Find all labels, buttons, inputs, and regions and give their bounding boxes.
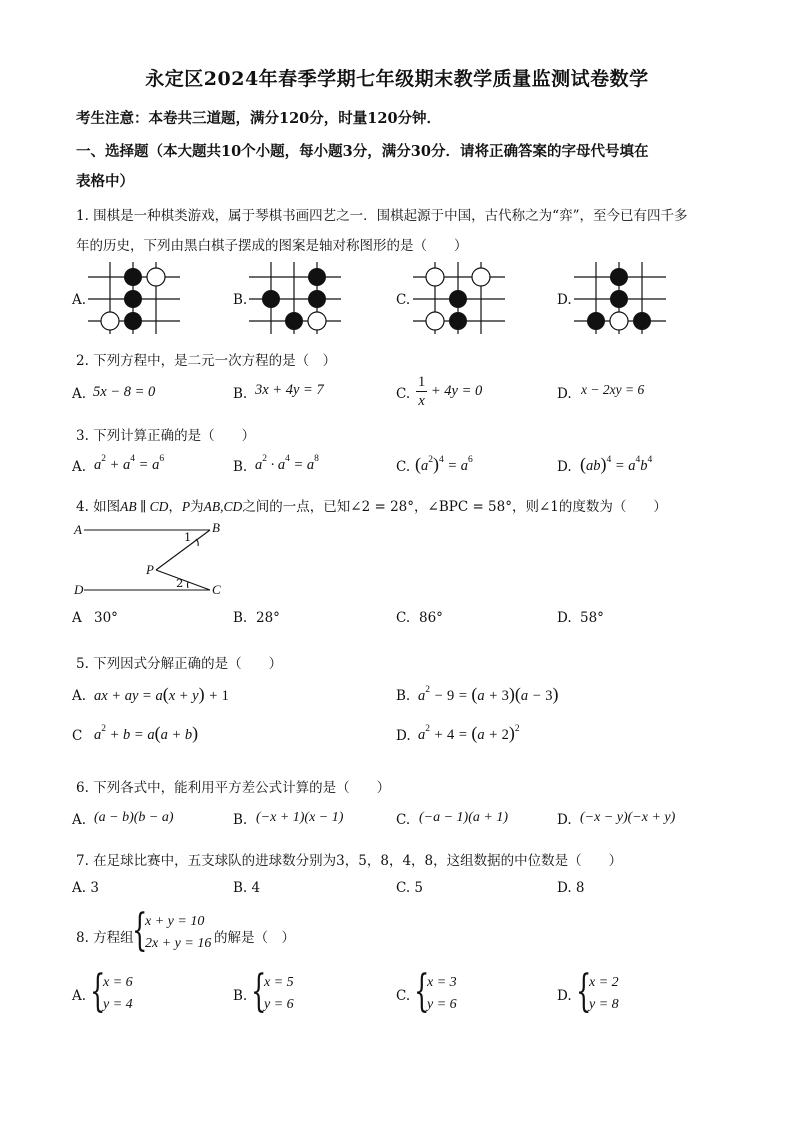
q1-option-a-label: A. bbox=[72, 292, 87, 308]
q8-b-x: x = 5 bbox=[264, 975, 294, 990]
q2-option-d: x − 2xy = 6 bbox=[581, 382, 645, 397]
q5-option-b-label: B. bbox=[396, 688, 411, 704]
q7-stem: 7. 在足球比赛中，五支球队的进球数分别为3，5，8，4，8，这组数据的中位数是（ ） bbox=[76, 853, 623, 869]
q4-label-c: C bbox=[212, 582, 221, 597]
section-heading-line2: 表格中） bbox=[76, 173, 134, 190]
page-title: 永定区2024年春季学期七年级期末教学质量监测试卷数学 bbox=[145, 68, 649, 90]
q4-label-a: A bbox=[74, 522, 82, 537]
q6-option-a: (a − b)(b − a) bbox=[94, 810, 174, 825]
q4-stem bbox=[76, 495, 667, 515]
q7-option-d: D. 8 bbox=[557, 880, 585, 896]
exam-notice: 考生注意：本卷共三道题，满分120分，时量120分钟． bbox=[76, 110, 442, 127]
q1-stem-line1: 1. 围棋是一种棋类游戏，属于琴棋书画四艺之一．围棋起源于中国，古代称之为“弈”，至今已有四千多 bbox=[76, 208, 688, 224]
q1-option-b-label: B. bbox=[233, 292, 248, 308]
q1-option-d-figure bbox=[574, 262, 666, 334]
q4-point-p: P bbox=[181, 499, 191, 514]
q3-option-a-label: A. bbox=[72, 459, 87, 475]
q8-stem-post: 的解是（ ） bbox=[214, 930, 295, 946]
q8-stem-pre: 8. 方程组 bbox=[76, 930, 134, 946]
q4-parallel: AB ∥ CD bbox=[120, 499, 169, 514]
q4-stem-pre: 4. 如图 bbox=[76, 499, 121, 515]
q1-option-c-figure bbox=[413, 262, 505, 334]
q4-angle-1: 1 bbox=[184, 530, 192, 544]
q5-option-c: $a^2 + b = a(a + b)$ bbox=[94, 723, 199, 743]
q3-option-c: $(a^2)^4 = a^6$ bbox=[415, 454, 473, 474]
q7-option-b: B. 4 bbox=[233, 880, 261, 896]
q4-figure bbox=[72, 517, 232, 603]
q8-a-x: x = 6 bbox=[103, 975, 133, 990]
q8-system-eq1: x + y = 10 bbox=[145, 914, 205, 929]
q3-option-b: $a^2 \cdot a^4 = a^8$ bbox=[255, 454, 319, 473]
q4-lines: AB,CD bbox=[203, 499, 243, 514]
q5-option-d-label: D. bbox=[396, 728, 411, 744]
q8-d-x: x = 2 bbox=[589, 975, 619, 990]
q7-option-c: C. 5 bbox=[396, 880, 424, 896]
q3-stem: 3. 下列计算正确的是（ ） bbox=[76, 428, 256, 444]
q8-option-c: { x = 3 y = 6 bbox=[414, 966, 457, 1017]
q4-angle-2: 2 bbox=[176, 576, 184, 590]
q3-option-a: $a^2 + a^4 = a^6$ bbox=[94, 454, 165, 473]
q4-option-b: 28° bbox=[256, 610, 280, 626]
q2-option-b-label: B. bbox=[233, 386, 248, 402]
q8-c-y: y = 6 bbox=[427, 997, 457, 1012]
q7-option-a: A. 3 bbox=[72, 880, 99, 896]
q6-option-c-label: C. bbox=[396, 812, 411, 828]
q5-option-b: $a^2 - 9 = (a + 3)(a - 3)$ bbox=[418, 684, 559, 704]
q6-option-a-label: A. bbox=[72, 812, 87, 828]
q6-option-b: (−x + 1)(x − 1) bbox=[256, 810, 344, 825]
q8-option-b-label: B. bbox=[233, 988, 248, 1004]
q8-c-x: x = 3 bbox=[427, 975, 457, 990]
q6-option-d: (−x − y)(−x + y) bbox=[580, 810, 676, 825]
q2-option-a: 5x − 8 = 0 bbox=[93, 384, 156, 400]
q4-stem-rest: 之间的一点，已知∠2 = 28°，∠BPC = 58°，则∠1的度数为（ ） bbox=[242, 499, 667, 515]
q8-option-d: { x = 2 y = 8 bbox=[576, 966, 619, 1017]
q8-option-c-label: C. bbox=[396, 988, 411, 1004]
q2-c-numerator: 1 bbox=[418, 374, 426, 390]
q2-option-b: 3x + 4y = 7 bbox=[255, 382, 324, 398]
q5-option-a-label: A. bbox=[72, 688, 87, 704]
section-heading-line1: 一、选择题（本大题共10个小题，每小题3分，满分30分．请将正确答案的字母代号填在 bbox=[76, 143, 649, 160]
q6-option-c: (−a − 1)(a + 1) bbox=[419, 810, 508, 825]
q4-label-b: B bbox=[212, 520, 220, 535]
q6-option-d-label: D. bbox=[557, 812, 572, 828]
q5-option-c-label: C bbox=[72, 728, 83, 744]
q6-stem: 6. 下列各式中，能利用平方差公式计算的是（ ） bbox=[76, 780, 391, 796]
q4-option-b-label: B. bbox=[233, 610, 248, 626]
q1-option-b-figure bbox=[249, 262, 341, 334]
q4-option-c: 86° bbox=[419, 610, 443, 626]
q3-option-d: $(ab)^4 = a^4b^4$ bbox=[580, 454, 653, 474]
q2-option-d-label: D. bbox=[557, 386, 572, 402]
q4-stem-sep: ， bbox=[168, 499, 182, 515]
q1-option-d-label: D. bbox=[557, 292, 572, 308]
q2-stem: 2. 下列方程中，是二元一次方程的是（ ） bbox=[76, 353, 337, 369]
q2-option-c-label: C. bbox=[396, 386, 411, 402]
q1-option-c-label: C. bbox=[396, 292, 411, 308]
q5-option-d: $a^2 + 4 = (a + 2)^2$ bbox=[418, 723, 520, 743]
q8-system: { x + y = 10 2x + y = 16 bbox=[132, 905, 212, 956]
q2-c-rest: + 4y = 0 bbox=[430, 382, 483, 399]
q4-label-d: D bbox=[74, 582, 84, 597]
q2-c-denominator: x bbox=[418, 392, 425, 409]
q8-system-eq2: 2x + y = 16 bbox=[145, 936, 212, 951]
q8-option-b: { x = 5 y = 6 bbox=[251, 966, 294, 1017]
q4-label-p: P bbox=[146, 562, 154, 577]
q4-option-a-label: A bbox=[72, 610, 82, 626]
q8-option-d-label: D. bbox=[557, 988, 572, 1004]
q5-option-a: ax + ay = a(x + y) + 1 bbox=[94, 684, 229, 704]
q8-option-a: { x = 6 y = 4 bbox=[90, 966, 133, 1017]
q8-option-a-label: A. bbox=[72, 988, 87, 1004]
q2-option-c bbox=[416, 375, 482, 408]
q1-stem-line2: 年的历史，下列由黑白棋子摆成的图案是轴对称图形的是（ ） bbox=[76, 238, 468, 254]
q1-option-a-figure bbox=[88, 262, 180, 334]
q4-option-d-label: D. bbox=[557, 610, 572, 626]
q6-option-b-label: B. bbox=[233, 812, 248, 828]
q4-option-a: 30° bbox=[94, 610, 118, 626]
q2-option-a-label: A. bbox=[72, 386, 87, 402]
q5-stem: 5. 下列因式分解正确的是（ ） bbox=[76, 656, 283, 672]
q3-option-c-label: C. bbox=[396, 459, 411, 475]
q3-option-d-label: D. bbox=[557, 459, 572, 475]
q8-b-y: y = 6 bbox=[264, 997, 294, 1012]
q4-option-d: 58° bbox=[580, 610, 604, 626]
q8-a-y: y = 4 bbox=[103, 997, 133, 1012]
q4-stem-wei: 为 bbox=[190, 499, 204, 515]
q4-option-c-label: C. bbox=[396, 610, 411, 626]
q8-d-y: y = 8 bbox=[589, 997, 619, 1012]
q3-option-b-label: B. bbox=[233, 459, 248, 475]
